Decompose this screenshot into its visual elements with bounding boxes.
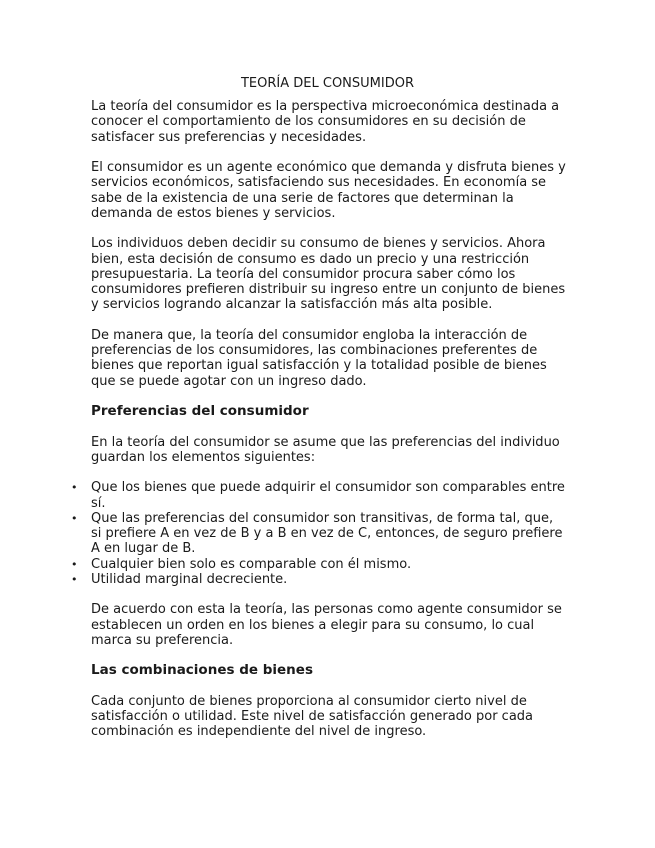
list-item	[71, 510, 566, 557]
list-item-text: Cualquier bien solo es comparable con él mismo.	[91, 556, 412, 572]
section-heading-preferencias: Preferencias del consumidor	[91, 403, 309, 419]
bullet-icon: •	[71, 481, 78, 495]
intro-paragraph-2: El consumidor es un agente económico que demanda y disfruta bienes y servicios económicos, satisfaciendo sus necesidades. En economía se sabe de la existencia de una serie de factores que determinan la demanda de estos bienes y servicios.	[91, 160, 566, 221]
section-heading-combinaciones: Las combinaciones de bienes	[91, 662, 313, 679]
combinaciones-paragraph: Cada conjunto de bienes proporciona al consumidor cierto nivel de satisfacción o utilidad. Este nivel de satisfacción generado por cada combinación es independiente del nivel de ingreso.	[91, 693, 534, 740]
preferencias-bullet-list	[71, 480, 566, 587]
list-item	[71, 480, 566, 511]
list-item	[71, 556, 566, 572]
preferencias-closing-paragraph: De acuerdo con esta la teoría, las personas como agente consumidor se establecen un orden en los bienes a elegir para su consumo, lo cual marca su preferencia.	[91, 602, 562, 648]
intro-paragraph-3: Los individuos deben decidir su consumo de bienes y servicios. Ahora bien, esta decisión de consumo es dado un precio y una restricción presupuestaria. La teoría del consumidor procura saber cómo los consumidores prefieren distribuir su ingreso entre un conjunto de bienes y servicios logrando alcanzar la satisfacción más alta posible.	[91, 236, 566, 313]
document-title: TEORÍA DEL CONSUMIDOR	[240, 76, 414, 91]
list-item-text: Que las preferencias del consumidor son transitivas, de forma tal, que, si prefiere A en vez de B y a B en vez de C, entonces, de seguro prefiere A en lugar de B.	[91, 510, 563, 557]
bullet-icon: •	[71, 511, 78, 525]
list-item	[71, 571, 566, 587]
list-item-text: Que los bienes que puede adquirir el consumidor son comparables entre sí.	[91, 480, 565, 511]
preferencias-intro-paragraph: En la teoría del consumidor se asume que las preferencias del individuo guardan los elementos siguientes:	[91, 434, 560, 465]
bullet-icon: •	[71, 572, 78, 586]
bullet-icon: •	[71, 557, 78, 571]
intro-paragraph-1: La teoría del consumidor es la perspectiva microeconómica destinada a conocer el comportamiento de los consumidores en su decisión de satisfacer sus preferencias y necesidades.	[91, 99, 560, 145]
document-body	[71, 99, 566, 755]
intro-paragraph-4: De manera que, la teoría del consumidor engloba la interacción de preferencias de los consumidores, las combinaciones preferentes de bienes que reportan igual satisfacción y la totalidad posible de bienes que se puede agotar con un ingreso dado.	[91, 327, 547, 389]
list-item-text: Utilidad marginal decreciente.	[91, 571, 288, 587]
